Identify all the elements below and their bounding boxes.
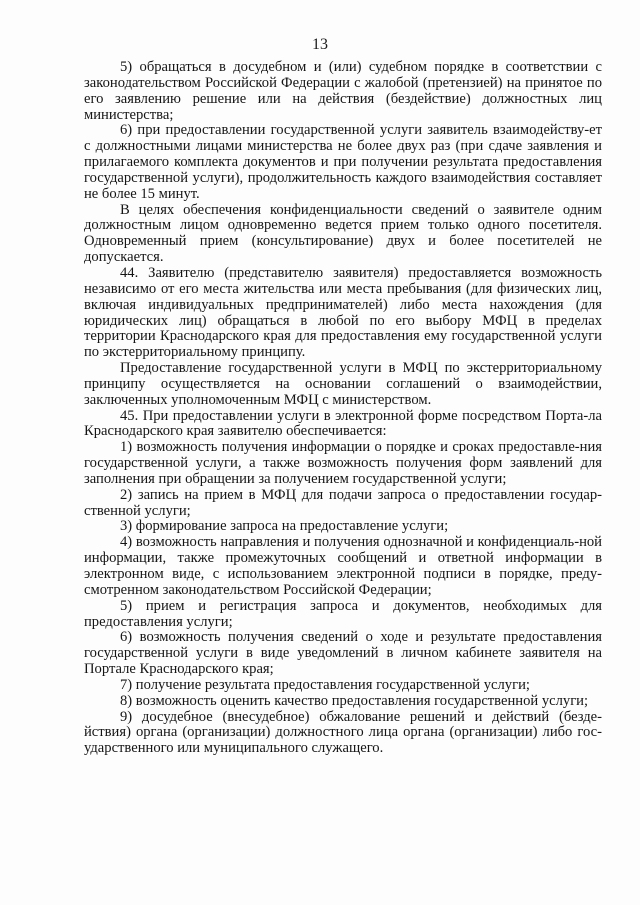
- paragraph-interaction-limit: 6) при предоставлении государственной услуги заявитель взаимодейству-ет с должностными лицами министерства не более двух раз (при сдаче заявления и прилагаемого комплекта документов и при получении результата предоставления государственной услуги), продолжительность каждого взаимодействия составляет не более 15 минут.: [84, 122, 602, 202]
- list-item-6: 6) возможность получения сведений о ходе и результате предоставления государственной услуги в виде уведомлений в личном кабинете заявителя на Портале Краснодарского края;: [84, 629, 602, 678]
- paragraph-rights-appeal: 5) обращаться в досудебном и (или) судебном порядке в соответствии с законодательством Российской Федерации с жалобой (претензией) на принятое по его заявлению решение или на действия (бездействие) должностных лиц министерства;: [84, 59, 602, 123]
- list-item-9: 9) досудебное (внесудебное) обжалование решений и действий (безде-йствия) органа (организации) должностного лица органа (организации) либо гос-ударственного или муниципального служащего.: [84, 708, 602, 757]
- paragraph-clause-45: 45. При предоставлении услуги в электронной форме посредством Порта-ла Краснодарского края заявителю обеспечивается:: [84, 407, 602, 440]
- paragraph-clause-44: 44. Заявителю (представителю заявителя) предоставляется возможность независимо от его места жительства или места пребывания (для физических лиц, включая индивидуальных предпринимателей) либо места нахождения (для юридических лиц) обращаться в любой по его выбору МФЦ в пределах территории Краснодарского края для предоставления ему государственной услуги по экстерриториальному принципу.: [84, 264, 602, 361]
- paragraph-confidentiality: В целях обеспечения конфиденциальности сведений о заявителе одним должностным лицом одновременно ведется прием только одного посетителя. Одновременный прием (консультирование) двух и более посетителей не допускается.: [84, 201, 602, 266]
- paragraph-extraterritorial: Предоставление государственной услуги в МФЦ по экстерриториальному принципу осуществляется на основании соглашений о взаимодействии, заключенных уполномоченным МФЦ с министерством.: [84, 360, 602, 408]
- list-item-3: 3) формирование запроса на предоставление услуги;: [120, 518, 449, 535]
- list-item-5: 5) прием и регистрация запроса и документов, необходимых для предоставления услуги;: [84, 597, 602, 630]
- list-item-4: 4) возможность направления и получения однозначной и конфиденциаль-ной информации, также промежуточных сообщений и ответной информации в электронном виде, с использованием электронной подписи в порядке, преду-смотренном законодательством Российской Федерации;: [84, 534, 602, 598]
- document-body: [84, 60, 602, 757]
- list-item-1: 1) возможность получения информации о порядке и сроках предоставле-ния государственной услуги, а также возможность получения форм заявлений для заполнения при обращении за получением государственной услуги;: [84, 439, 602, 487]
- list-item-2: 2) запись на прием в МФЦ для подачи запроса о предоставлении государ-ственной услуги;: [84, 486, 602, 519]
- list-item-7: 7) получение результата предоставления государственной услуги;: [120, 676, 530, 693]
- list-item-8: 8) возможность оценить качество предоставления государственной услуги;: [120, 692, 589, 709]
- page-number: 13: [312, 36, 328, 53]
